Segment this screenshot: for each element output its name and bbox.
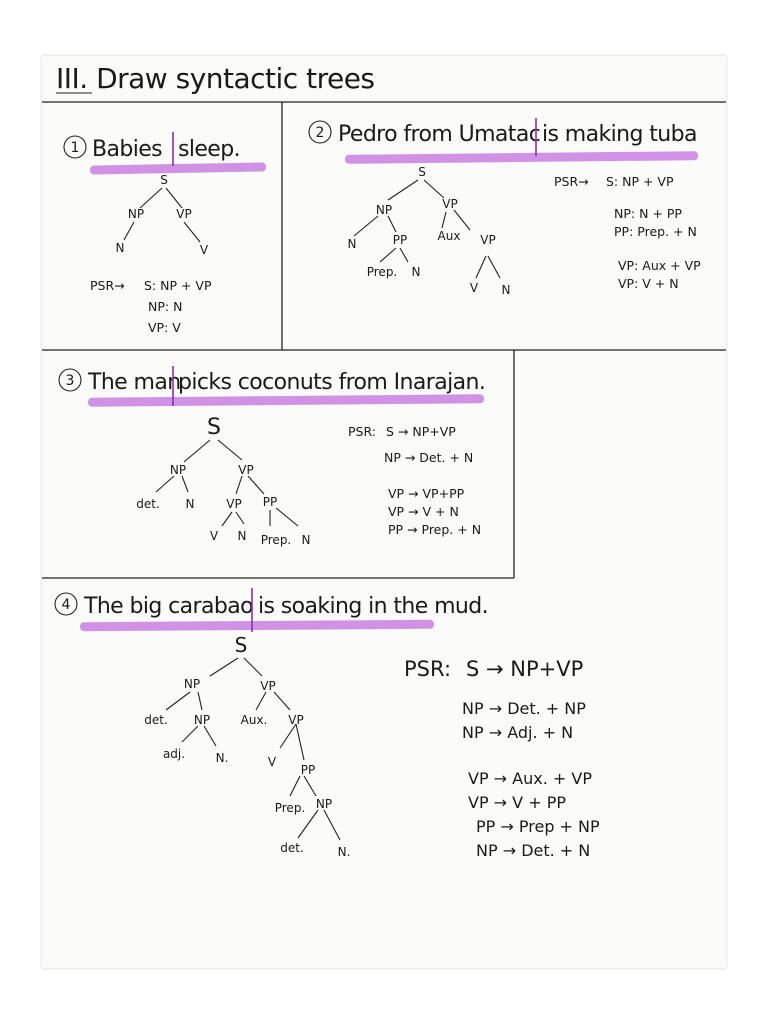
tree-3-node-vp: VP [238,463,254,477]
syntactic-trees-worksheet [42,56,726,968]
tree-4-node-det: det. [144,713,168,727]
tree-4-node-np-3: NP [315,797,333,811]
tree-2 [348,165,511,297]
section-2-rule-2: NP: N + PP [614,206,682,221]
section-3 [59,366,485,547]
section-3-number: 3 [65,373,75,389]
tree-3-node-n-3: N [301,533,311,547]
tree-3-node-vp-2: VP [226,497,242,511]
highlight-sentence-4 [80,620,434,631]
tree-3-node-s: S [207,415,221,440]
tree-4-node-vp: VP [260,679,276,693]
section-2-rule-3: PP: Prep. + N [614,224,697,239]
tree-4-node-prep: Prep. [274,801,306,815]
tree-3-node-det: det. [136,497,160,511]
section-4-rule-4: VP → Aux. + VP [468,769,592,788]
notebook-page [42,56,726,968]
tree-4-node-n-2: N. [337,845,351,859]
section-4-rule-2: NP → Det. + NP [462,699,586,718]
tree-2-node-n-3: N [501,283,511,297]
section-4-number: 4 [61,597,71,613]
section-4-rule-5: VP → V + PP [468,793,566,812]
section-4-sentence-predicate: is soaking in the mud. [258,594,489,619]
tree-2-node-aux: Aux [437,229,461,243]
tree-3-node-n-2: N [237,529,247,543]
tree-2-node-prep: Prep. [366,265,398,279]
highlight-sentence-1 [90,162,266,174]
tree-1-node-vp: VP [176,207,192,221]
section-1-rule-2: NP: N [148,299,183,314]
section-1-sentence-subject: Babies [92,137,163,162]
tree-2-node-v: V [469,281,479,295]
tree-4-node-det-2: det. [280,841,304,855]
tree-2-node-np: NP [375,203,393,217]
tree-1-node-s: S [160,173,168,187]
tree-4-node-np: NP [183,677,201,691]
tree-4-node-adj: adj. [162,747,186,761]
tree-2-node-pp: PP [392,233,408,247]
section-2-psr-label: PSR→ [554,174,589,189]
section-4-rule-6: PP → Prep + NP [476,817,600,836]
tree-3-node-pp: PP [262,495,278,509]
tree-3-node-n: N [185,497,195,511]
tree-4 [144,633,350,859]
section-1-number: 1 [70,140,80,156]
section-3-rule-5: PP → Prep. + N [388,522,482,537]
highlight-sentence-3 [88,394,484,406]
section-2-rule-4: VP: Aux + VP [618,258,701,273]
tree-3 [136,415,310,547]
tree-4-node-n: N. [215,751,229,765]
tree-4-node-v: V [267,755,277,769]
tree-2-node-vp-2: VP [480,233,496,247]
tree-4-node-s: S [234,633,248,657]
tree-4-node-vp-2: VP [288,713,304,727]
section-4-rule-3: NP → Adj. + N [462,723,574,742]
tree-2-node-n-2: N [411,265,421,279]
highlight-sentence-2 [345,151,698,164]
section-2-number: 2 [315,125,325,141]
section-1-psr-label: PSR→ [90,278,125,293]
tree-4-node-aux: Aux. [240,713,268,727]
section-4-rule-7: NP → Det. + N [476,841,591,860]
section-1-sentence-predicate: sleep. [178,137,241,162]
section-4-rule-1: S → NP+VP [466,657,584,681]
section-2-sentence-subject: Pedro from Umatac [338,122,541,147]
section-3-rule-2: NP → Det. + N [384,450,474,465]
section-1-rule-1: S: NP + VP [144,278,212,293]
section-3-sentence-predicate: picks coconuts from Inarajan. [178,370,486,395]
tree-1-node-np: NP [127,207,145,221]
section-3-rule-4: VP → V + N [388,504,459,519]
tree-3-node-v: V [209,529,219,543]
section-1-rule-3: VP: V [148,320,181,335]
section-4-psr-label: PSR: [404,657,452,681]
section-3-psr-label: PSR: [348,424,376,439]
tree-3-node-np: NP [169,463,187,477]
section-1 [64,132,240,335]
section-3-rule-3: VP → VP+PP [388,486,465,501]
tree-4-node-np-2: NP [193,713,211,727]
tree-2-node-s: S [418,165,426,179]
section-3-rule-1: S → NP+VP [386,424,456,439]
section-3-sentence-subject: The man [88,370,181,395]
section-2-rule-5: VP: V + N [618,276,679,291]
tree-1-node-v: V [199,243,209,257]
section-4-sentence-subject: The big carabao [84,594,253,619]
tree-1-node-n: N [115,241,125,255]
page-title: III. Draw syntactic trees [56,62,375,95]
section-2-sentence-predicate: is making tuba [542,122,697,147]
tree-4-node-pp: PP [300,763,316,777]
tree-2-node-vp: VP [442,197,458,211]
section-2 [309,118,701,297]
tree-1 [116,173,209,257]
tree-3-node-prep: Prep. [260,533,292,547]
section-2-rule-1: S: NP + VP [606,174,674,189]
tree-2-node-n: N [347,237,357,251]
